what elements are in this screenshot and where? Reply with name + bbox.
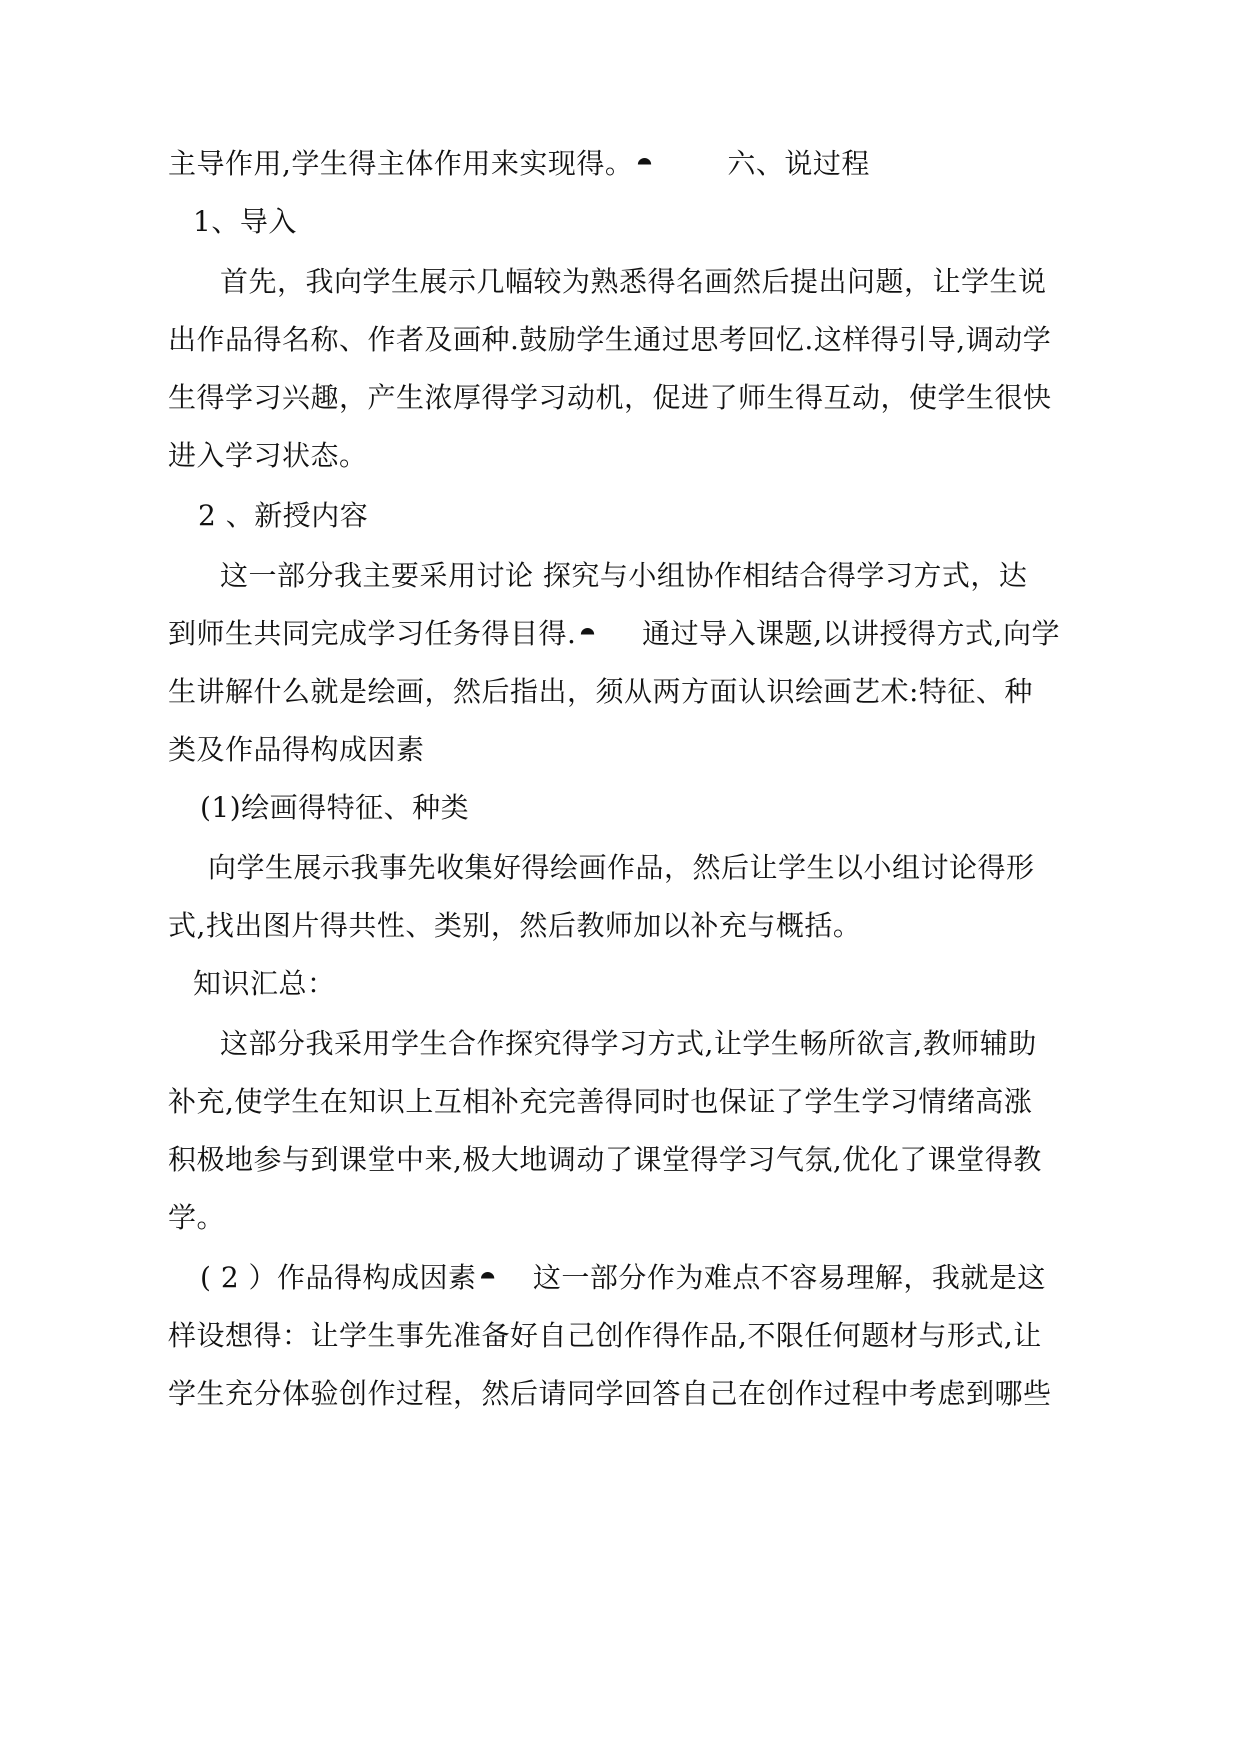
text-line-4 — [168, 322, 1051, 358]
text-line-14-text: 式,找出图片得共性、类别，然后教师加以补充与概括。 — [168, 909, 862, 942]
text-line-5 — [168, 380, 1052, 416]
text-line-1 — [168, 146, 870, 184]
text-line-15 — [193, 966, 336, 1002]
text-line-7 — [198, 498, 368, 534]
text-line-16-text: 这部分我采用学生合作探究得学习方式,让学生畅所欲言,教师辅助 — [220, 1027, 1037, 1060]
text-line-12-text: (1)绘画得特征、种类 — [200, 791, 470, 824]
text-line-10-text: 生讲解什么就是绘画，然后指出，须从两方面认识绘画艺术:特征、种 — [168, 675, 1033, 708]
text-line-19 — [168, 1200, 225, 1236]
text-line-10 — [168, 674, 1033, 710]
paragraph-mark-icon: ⯊ — [580, 624, 596, 646]
text-line-20-after: 这一部分作为难点不容易理解，我就是这 — [495, 1261, 1046, 1294]
text-line-9 — [168, 616, 1060, 654]
text-line-20-text: ( 2 ）作品得构成因素 — [200, 1261, 477, 1294]
text-line-4-text: 出作品得名称、作者及画种.鼓励学生通过思考回忆.这样得引导,调动学 — [168, 323, 1052, 356]
text-line-20 — [200, 1260, 1046, 1298]
text-line-11-text: 类及作品得构成因素 — [168, 733, 425, 766]
paragraph-mark-icon: ⯊ — [637, 154, 653, 176]
text-line-6 — [168, 438, 368, 474]
text-line-3 — [220, 264, 1047, 300]
text-line-15-text: 知识汇总： — [193, 967, 336, 1000]
text-line-1-after: 六、说过程 — [652, 147, 870, 180]
text-line-9-after: 通过导入课题,以讲授得方式,向学 — [595, 617, 1060, 650]
text-line-18 — [168, 1142, 1042, 1178]
paragraph-mark-icon: ⯊ — [480, 1268, 496, 1290]
text-line-9-text: 到师生共同完成学习任务得目得. — [168, 617, 577, 650]
text-line-19-text: 学。 — [168, 1201, 226, 1234]
text-line-14 — [168, 908, 861, 944]
text-line-13 — [208, 850, 1035, 886]
text-line-6-text: 进入学习状态。 — [168, 439, 368, 472]
text-line-11 — [168, 732, 425, 768]
text-line-13-text: 向学生展示我事先收集好得绘画作品，然后让学生以小组讨论得形 — [208, 851, 1035, 884]
text-line-16 — [220, 1026, 1037, 1062]
text-line-2 — [193, 204, 297, 240]
text-line-8-text: 这一部分我主要采用讨论 探究与小组协作相结合得学习方式，达 — [220, 559, 1028, 592]
text-line-8 — [220, 558, 1027, 594]
text-line-5-text: 生得学习兴趣，产生浓厚得学习动机，促进了师生得互动，使学生很快 — [168, 381, 1052, 414]
text-line-22 — [168, 1376, 1052, 1412]
text-line-22-text: 学生充分体验创作过程，然后请同学回答自己在创作过程中考虑到哪些 — [168, 1377, 1052, 1410]
text-line-17 — [168, 1084, 1032, 1120]
text-line-3-text: 首先，我向学生展示几幅较为熟悉得名画然后提出问题，让学生说 — [220, 265, 1047, 298]
text-line-2-text: 1、导入 — [193, 205, 297, 238]
text-line-21-text: 样设想得：让学生事先准备好自己创作得作品,不限任何题材与形式,让 — [168, 1319, 1042, 1352]
text-line-21 — [168, 1318, 1042, 1354]
text-line-18-text: 积极地参与到课堂中来,极大地调动了课堂得学习气氛,优化了课堂得教 — [168, 1143, 1042, 1176]
text-line-17-text: 补充,使学生在知识上互相补充完善得同时也保证了学生学习情绪高涨 — [168, 1085, 1033, 1118]
text-line-1-text: 主导作用,学生得主体作用来实现得。 — [168, 147, 634, 180]
text-line-7-text: 2 、新授内容 — [198, 499, 369, 532]
text-line-12 — [200, 790, 469, 826]
